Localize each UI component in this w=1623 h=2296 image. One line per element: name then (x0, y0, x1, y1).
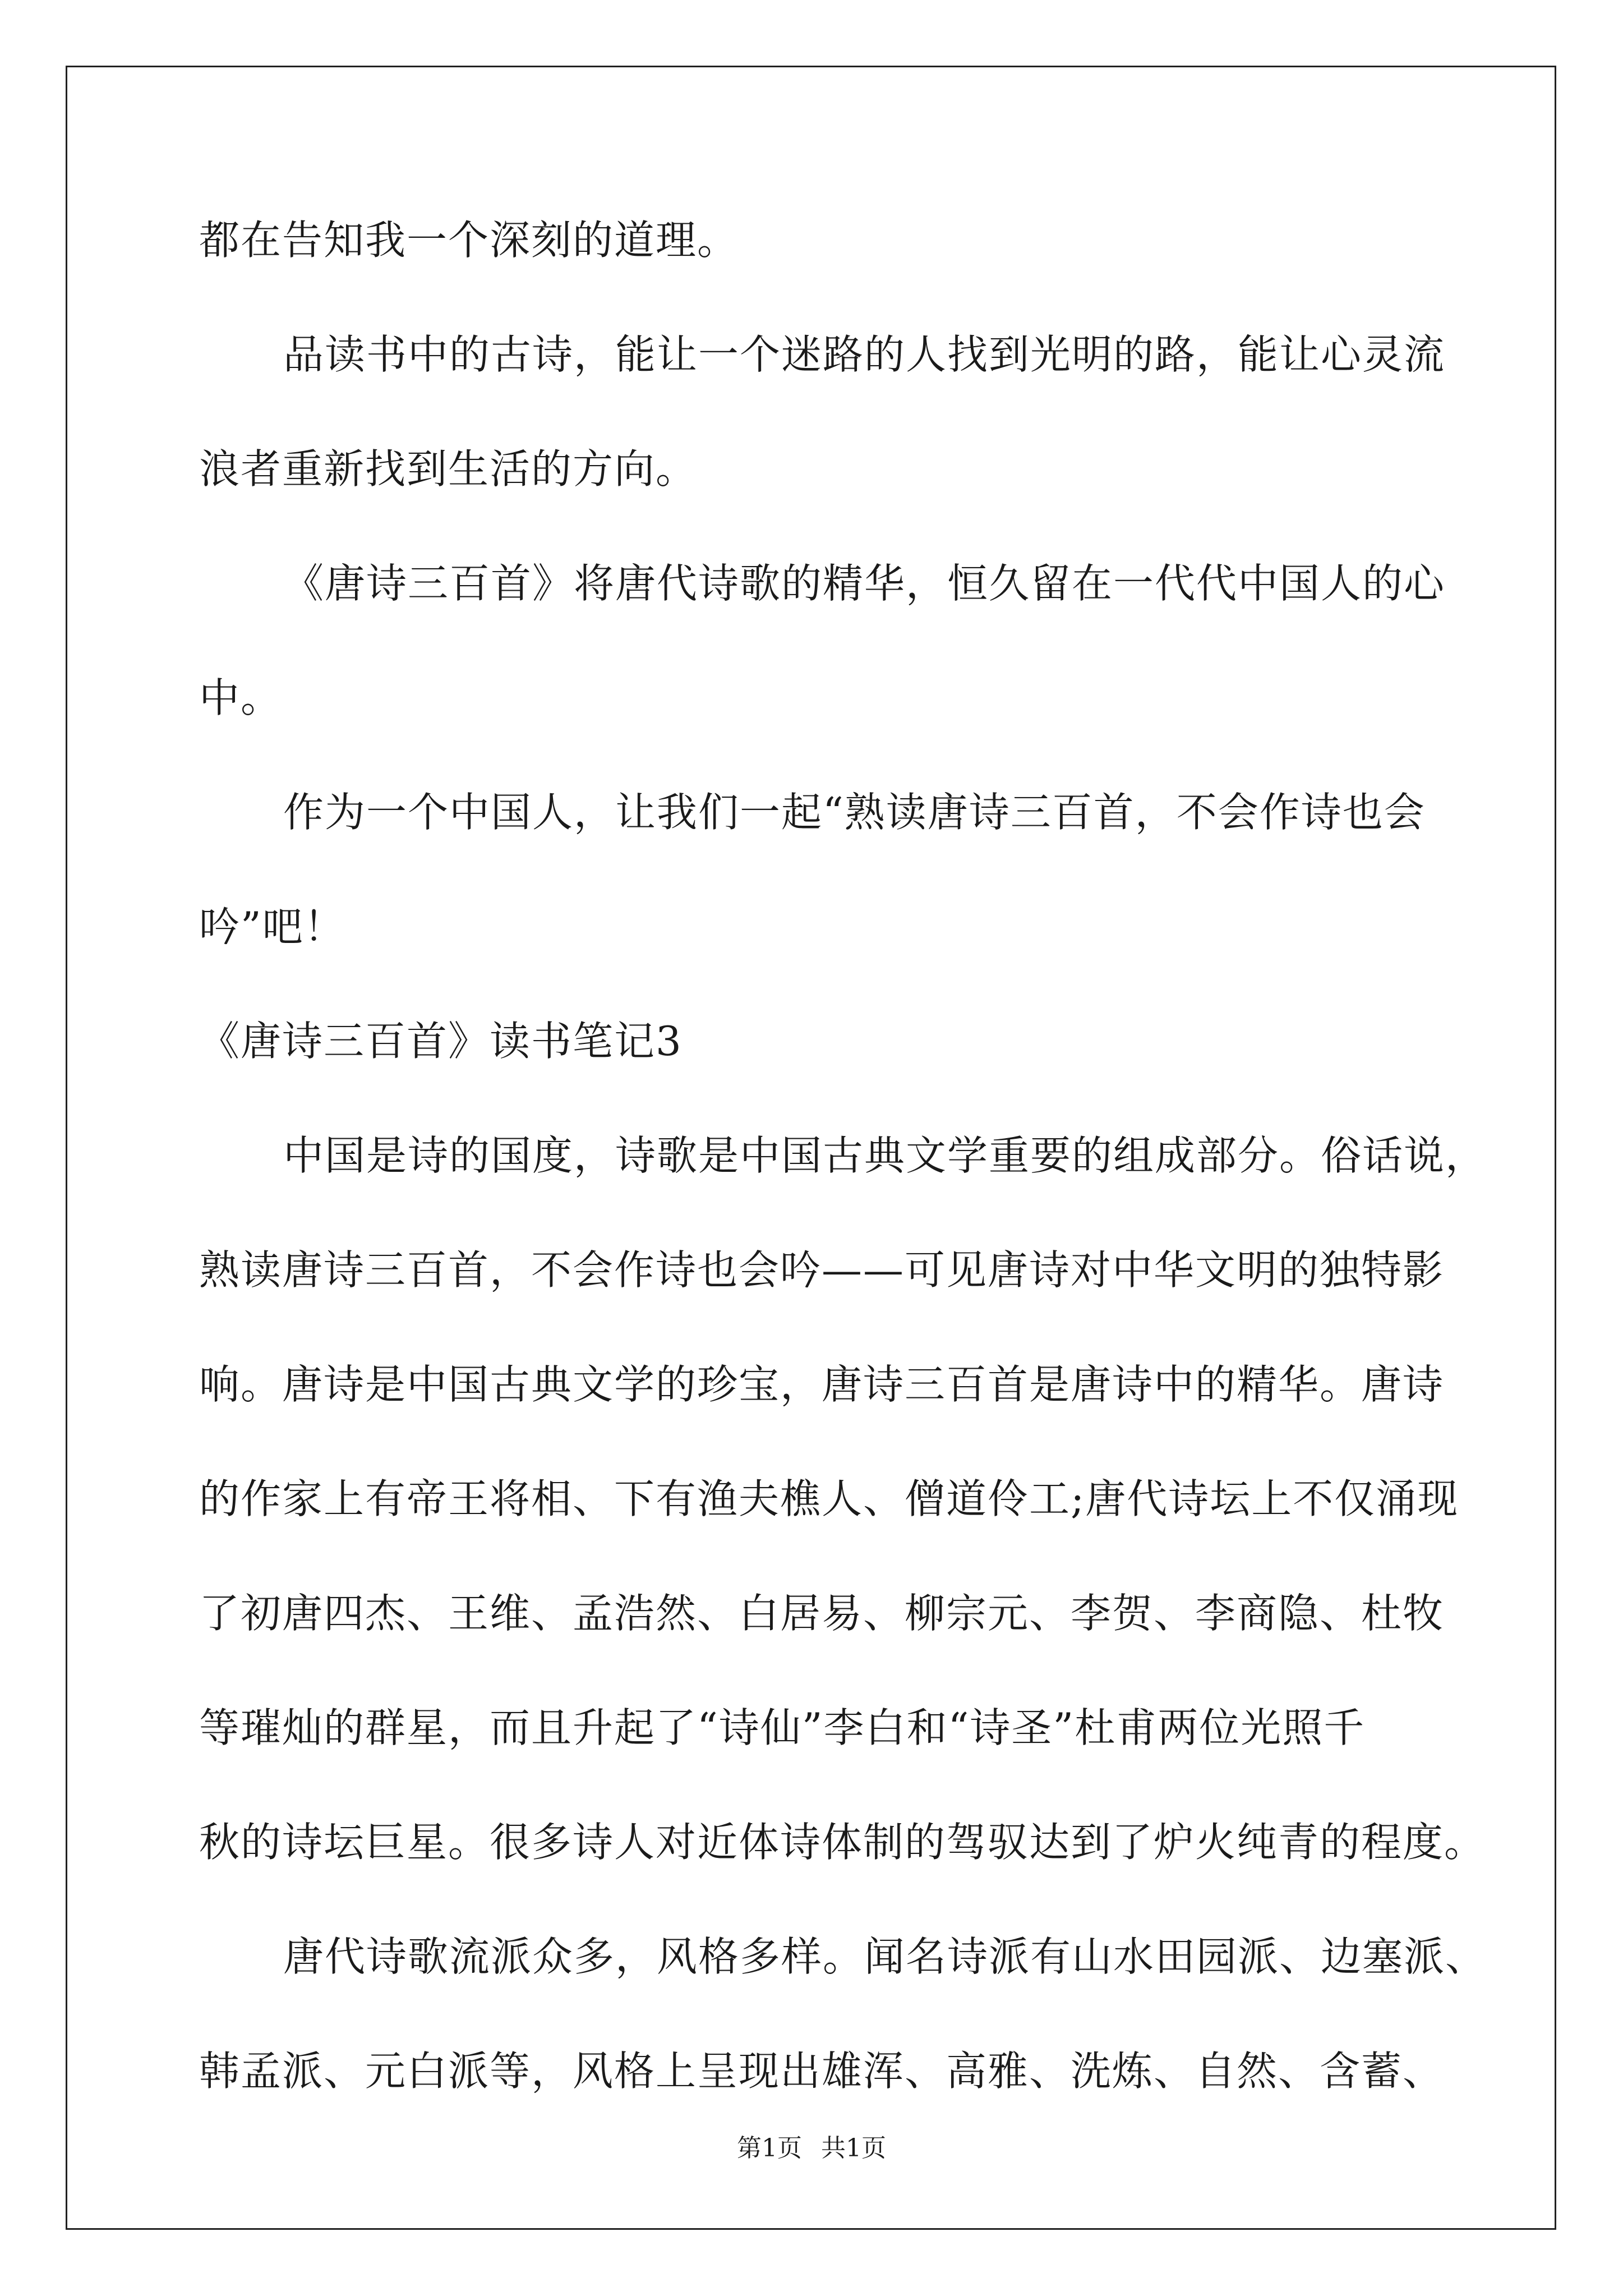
text-line: 了初唐四杰、王维、孟浩然、白居易、柳宗元、李贺、李商隐、杜牧 (199, 1590, 1445, 1637)
text-line: 都在告知我一个深刻的道理。 (199, 217, 739, 264)
text-line: 响。唐诗是中国古典文学的珍宝，唐诗三百首是唐诗中的精华。唐诗 (199, 1361, 1445, 1408)
text-line: 浪者重新找到生活的方向。 (199, 445, 698, 493)
page-number: 第1页 (737, 2134, 802, 2162)
text-line: 的作家上有帝王将相、下有渔夫樵人、僧道伶工;唐代诗坛上不仅涌现 (199, 1475, 1459, 1522)
text-line: 等璀灿的群星，而且升起了“诗仙”李白和“诗圣”杜甫两位光照千 (199, 1704, 1366, 1751)
text-line: 秋的诗坛巨星。很多诗人对近体诗体制的驾驭达到了炉火纯青的程度。 (199, 1819, 1486, 1866)
text-line: 中。 (199, 674, 283, 721)
section-heading: 《唐诗三百首》读书笔记3 (199, 1018, 683, 1065)
paragraph-start: 中国是诗的国度，诗歌是中国古典文学重要的组成部分。俗话说， (283, 1132, 1487, 1179)
page-total: 共1页 (821, 2134, 886, 2162)
text-line: 韩孟派、元白派等，风格上呈现出雄浑、高雅、洗炼、自然、含蓄、 (199, 2047, 1445, 2095)
page-footer (0, 2132, 1623, 2165)
document-body (199, 213, 1487, 2098)
paragraph-start: 《唐诗三百首》将唐代诗歌的精华，恒久留在一代代中国人的心 (283, 560, 1446, 607)
paragraph-start: 作为一个中国人，让我们一起“熟读唐诗三百首，不会作诗也会 (283, 789, 1426, 836)
text-line: 熟读唐诗三百首，不会作诗也会吟——可见唐诗对中华文明的独特影 (199, 1246, 1445, 1294)
text-line: 吟”吧！ (199, 903, 345, 950)
paragraph-start: 唐代诗歌流派众多，风格多样。闻名诗派有山水田园派、边塞派、 (283, 1933, 1487, 1980)
paragraph-start: 品读书中的古诗，能让一个迷路的人找到光明的路，能让心灵流 (283, 331, 1446, 378)
